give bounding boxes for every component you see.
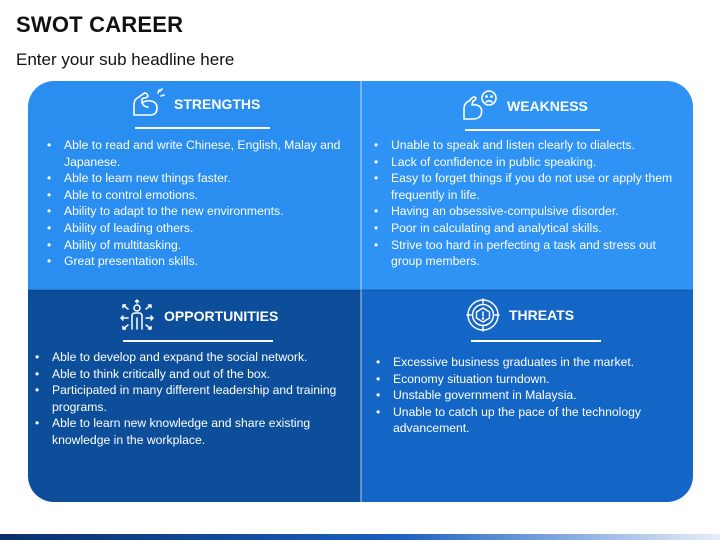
threats-list bbox=[369, 354, 687, 437]
list-item: • Able to learn new things faster. bbox=[40, 170, 345, 187]
threats-header bbox=[465, 297, 574, 333]
opportunities-divider bbox=[123, 340, 273, 342]
strengths-header bbox=[130, 87, 260, 121]
threats-heading: THREATS bbox=[509, 307, 575, 323]
strengths-quadrant bbox=[28, 81, 361, 290]
list-item: • Unable to catch up the pace of the technology advancement. bbox=[369, 404, 687, 437]
list-item: • Able to think critically and out of the box. bbox=[28, 366, 350, 383]
page-title: SWOT CAREER bbox=[16, 12, 184, 37]
weakness-list bbox=[367, 137, 685, 270]
list-item: • Easy to forget things if you do not use or apply them frequently in life. bbox=[367, 170, 685, 203]
list-item: • Able to learn new knowledge and share existing knowledge in the workplace. bbox=[28, 415, 350, 448]
person-arrows-icon bbox=[118, 299, 156, 333]
swot-grid bbox=[28, 81, 693, 502]
sad-face-weak-arm-icon bbox=[461, 89, 499, 123]
opportunities-heading: OPPORTUNITIES bbox=[164, 308, 279, 324]
flexing-arm-icon bbox=[130, 87, 166, 121]
vertical-divider bbox=[360, 81, 362, 502]
horizontal-divider bbox=[28, 289, 693, 291]
footer-bar bbox=[0, 534, 720, 540]
list-item: • Strive too hard in perfecting a task and stress out group members. bbox=[367, 237, 685, 270]
list-item: • Able to develop and expand the social network. bbox=[28, 349, 350, 366]
strengths-divider bbox=[135, 127, 270, 129]
weakness-quadrant bbox=[361, 81, 693, 290]
list-item: • Ability of multitasking. bbox=[40, 237, 345, 254]
list-item: • Economy situation turndown. bbox=[369, 371, 687, 388]
strengths-heading: STRENGTHS bbox=[174, 96, 261, 112]
list-item: • Able to read and write Chinese, English, Malay and Japanese. bbox=[40, 137, 345, 170]
weakness-header bbox=[461, 89, 588, 123]
list-item: • Unstable government in Malaysia. bbox=[369, 387, 687, 404]
page-subtitle: Enter your sub headline here bbox=[16, 50, 235, 69]
list-item: • Poor in calculating and analytical skills. bbox=[367, 220, 685, 237]
list-item: • Able to control emotions. bbox=[40, 187, 345, 204]
list-item: • Having an obsessive-compulsive disorder. bbox=[367, 203, 685, 220]
target-warning-icon bbox=[465, 297, 501, 333]
list-item: • Great presentation skills. bbox=[40, 253, 345, 270]
list-item: • Excessive business graduates in the market. bbox=[369, 354, 687, 371]
list-item: • Lack of confidence in public speaking. bbox=[367, 154, 685, 171]
list-item: • Participated in many different leadership and training programs. bbox=[28, 382, 350, 415]
weakness-divider bbox=[465, 129, 600, 131]
list-item: • Unable to speak and listen clearly to dialects. bbox=[367, 137, 685, 154]
opportunities-header bbox=[118, 299, 278, 333]
opportunities-list bbox=[28, 349, 350, 449]
list-item: • Ability to adapt to the new environments. bbox=[40, 203, 345, 220]
threats-divider bbox=[471, 340, 601, 342]
threats-quadrant bbox=[361, 290, 693, 502]
strengths-list bbox=[40, 137, 345, 270]
opportunities-quadrant bbox=[28, 290, 361, 502]
list-item: • Ability of leading others. bbox=[40, 220, 345, 237]
weakness-heading: WEAKNESS bbox=[507, 98, 588, 114]
